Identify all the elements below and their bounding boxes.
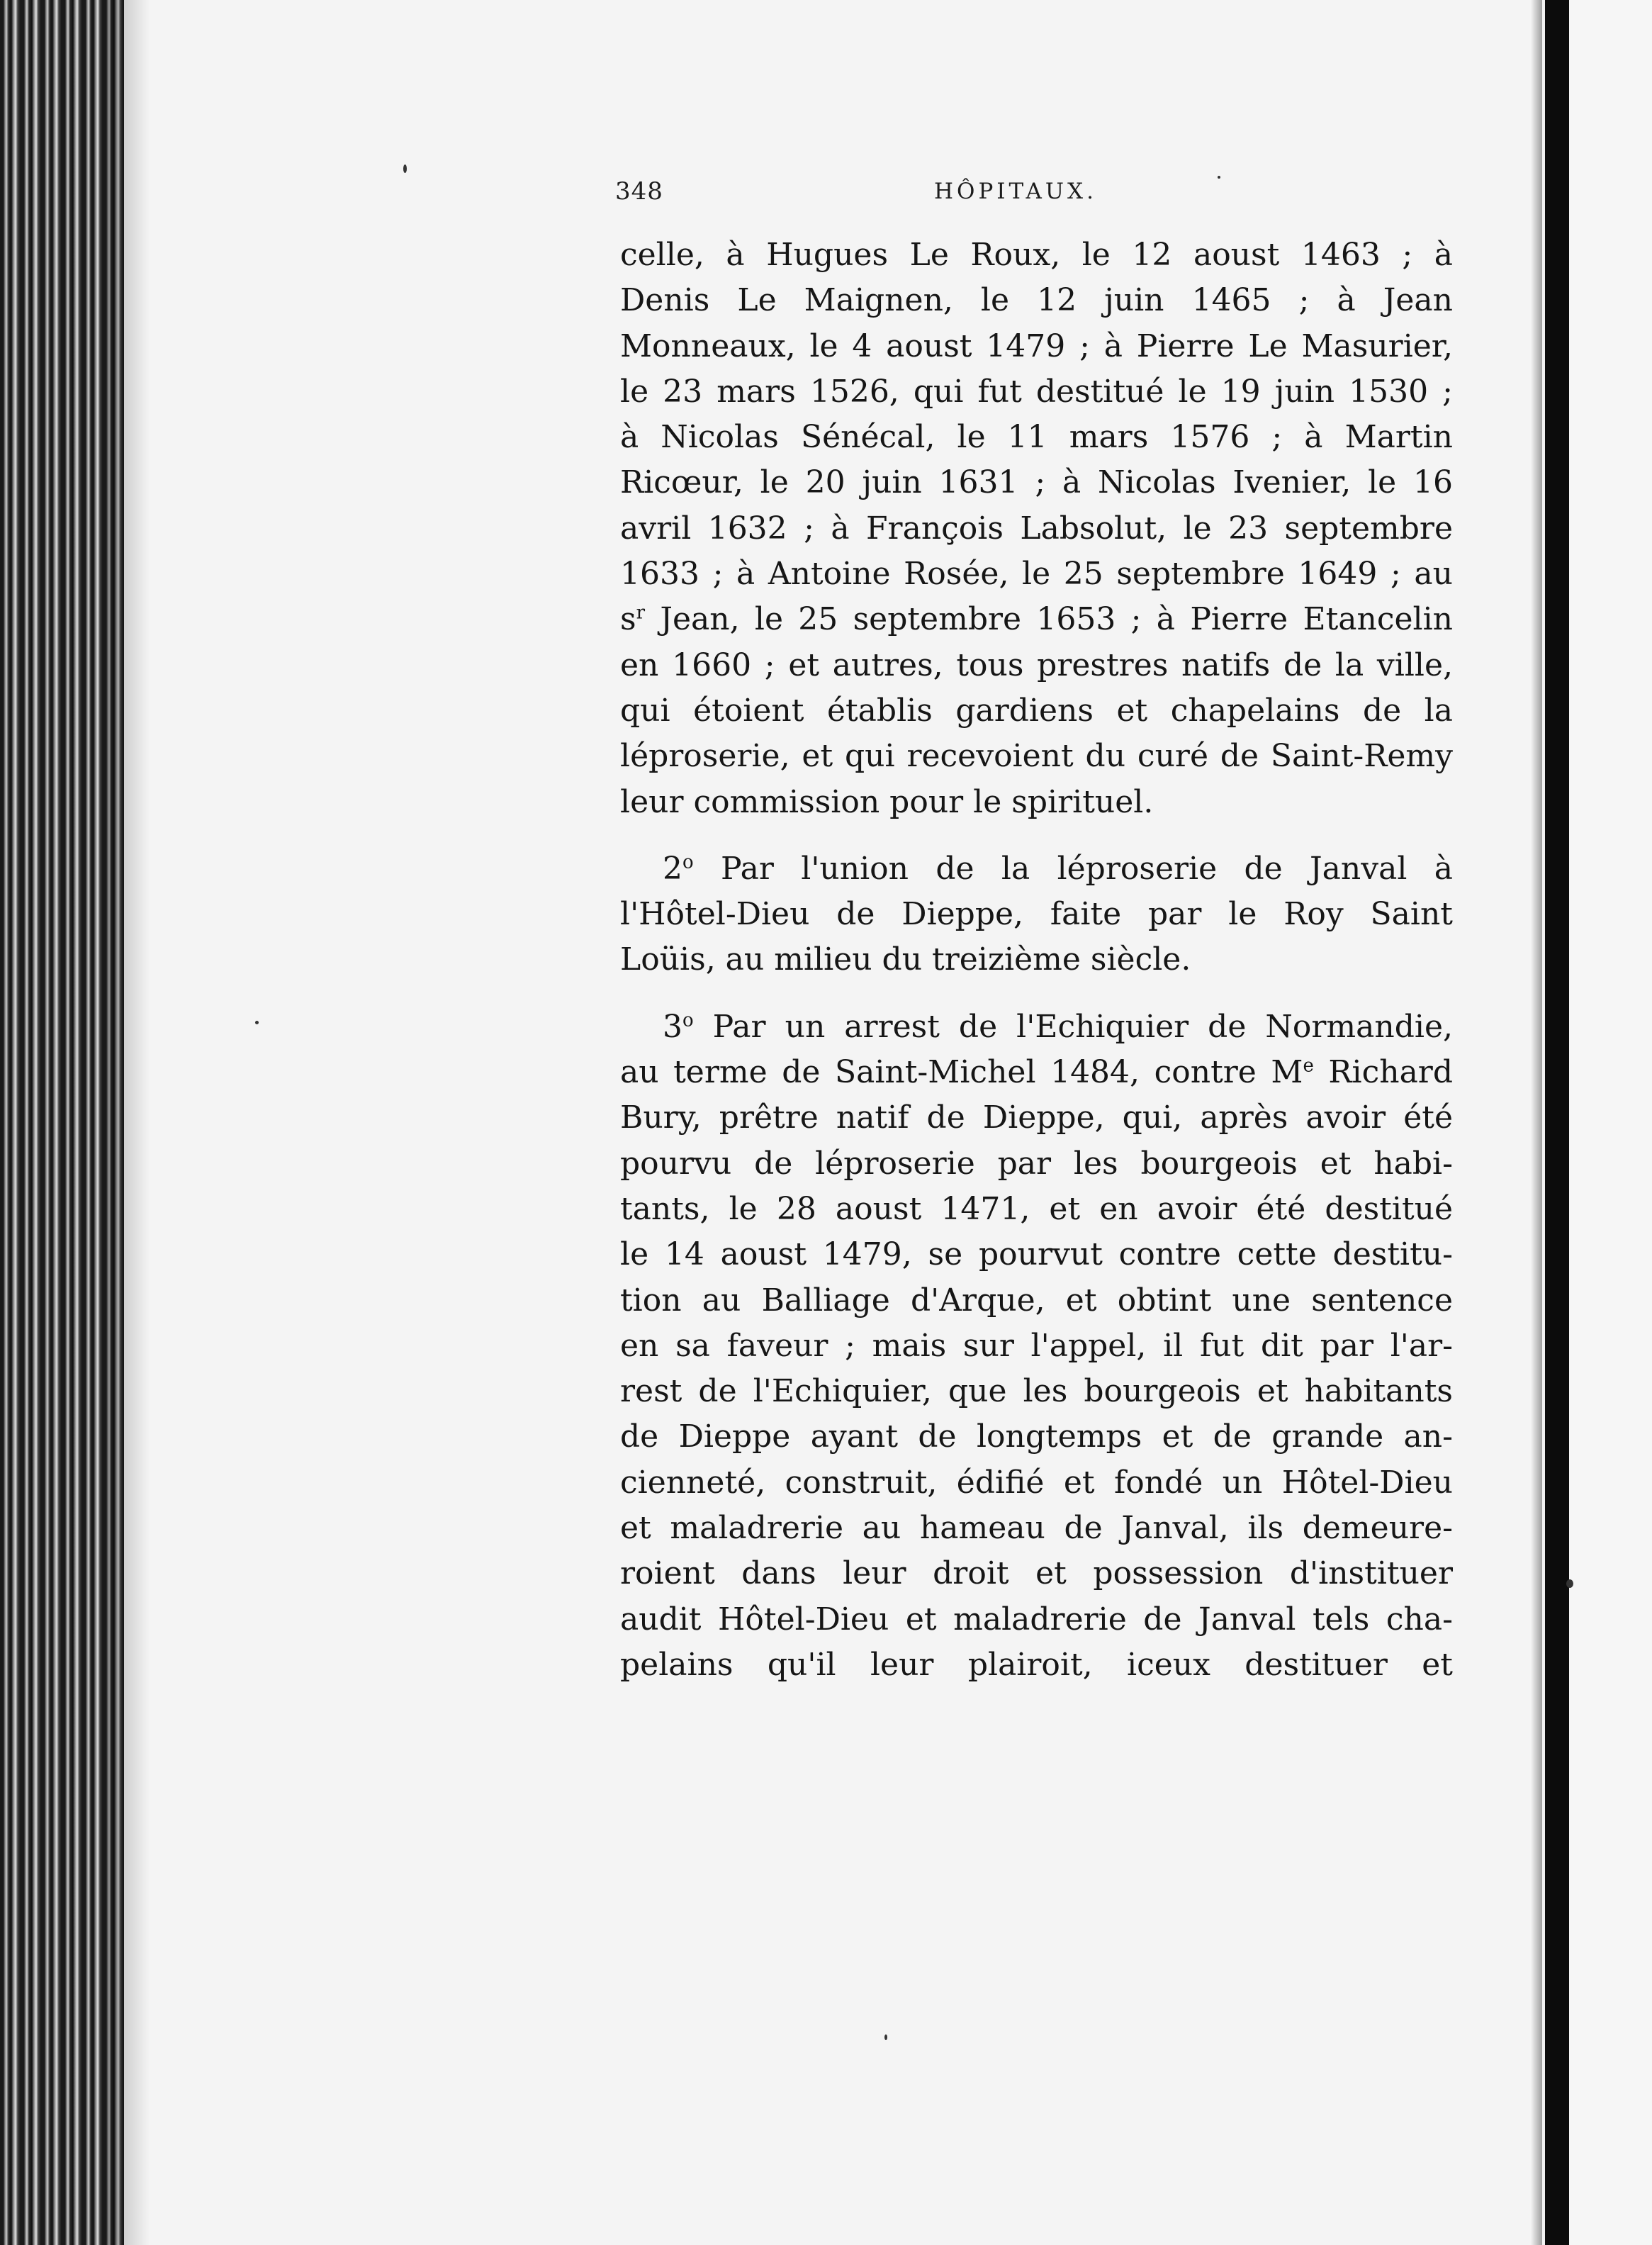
text-line: pelains qu'il leur plairoit, iceux destituer et <box>620 1646 1453 1683</box>
text-line <box>620 1050 1453 1095</box>
text-line <box>620 1004 1453 1050</box>
scan-speck <box>1566 1579 1573 1588</box>
text-line: roient dans leur droit et possession d'instituer <box>620 1555 1453 1592</box>
text-line: le 23 mars 1526, qui fut destitué le 19 juin 1530 ; <box>620 373 1453 410</box>
text-line: 1633 ; à Antoine Rosée, le 25 septembre 1649 ; au <box>620 556 1453 593</box>
scan-speck <box>403 164 407 173</box>
page-header <box>615 177 1451 220</box>
text-line: tion au Balliage d'Arque, et obtint une sentence <box>620 1282 1453 1319</box>
right-edge-shadow <box>1531 0 1542 2245</box>
paragraph-2 <box>620 846 1453 983</box>
text-line: Monneaux, le 4 aoust 1479 ; à Pierre Le Masurier, <box>620 327 1453 364</box>
text-fragment: Richard <box>1313 1054 1453 1091</box>
text-fragment: Par un arrest de l'Echiquier de Normandie, <box>693 1008 1453 1045</box>
text-line: rest de l'Echiquier, que les bourgeois et habitants <box>620 1373 1453 1410</box>
text-line: leur commission pour le spirituel. <box>620 783 1154 820</box>
text-line: en sa faveur ; mais sur l'appel, il fut dit par l'ar- <box>620 1327 1453 1364</box>
text-line: en 1660 ; et autres, tous prestres natifs de la ville, <box>620 646 1453 683</box>
text-line: tants, le 28 aoust 1471, et en avoir été destitué <box>620 1190 1453 1227</box>
gutter-shadow <box>106 0 149 2245</box>
text-line: de Dieppe ayant de longtemps et de grande an- <box>620 1418 1453 1455</box>
paragraph-3 <box>620 1004 1453 1688</box>
text-line: pourvu de léproserie par les bourgeois et habi- <box>620 1145 1453 1182</box>
body-text <box>620 233 1453 1688</box>
text-fragment: 2 <box>663 850 682 887</box>
text-line: à Nicolas Sénécal, le 11 mars 1576 ; à Martin <box>620 419 1453 456</box>
running-head: HÔPITAUX. <box>934 179 1097 204</box>
right-dark-band <box>1545 0 1569 2245</box>
text-fragment: Jean, le 25 septembre 1653 ; à Pierre Etancelin <box>645 601 1453 638</box>
text-line: Bury, prêtre natif de Dieppe, qui, après avoir été <box>620 1099 1453 1136</box>
page-number: 348 <box>615 177 663 206</box>
text-line: celle, à Hugues Le Roux, le 12 aoust 1463 ; à <box>620 237 1453 273</box>
text-fragment: s <box>620 601 636 638</box>
paragraph-gap <box>620 983 1453 1004</box>
text-line: cienneté, construit, édifié et fondé un Hôtel-Dieu <box>620 1464 1453 1501</box>
text-line <box>620 597 1453 642</box>
text-fragment: Par l'union de la léproserie de Janval à <box>693 850 1453 887</box>
superscript: o <box>682 1009 694 1031</box>
superscript: o <box>682 851 694 873</box>
text-line: audit Hôtel-Dieu et maladrerie de Janval tels cha- <box>620 1601 1453 1637</box>
text-line: l'Hôtel-Dieu de Dieppe, faite par le Roy Saint <box>620 896 1453 933</box>
text-line: qui étoient établis gardiens et chapelains de la <box>620 692 1453 729</box>
text-fragment: au terme de Saint-Michel 1484, contre M <box>620 1054 1303 1091</box>
book-page-edges <box>0 0 124 2245</box>
text-line: avril 1632 ; à François Labsolut, le 23 septembre <box>620 510 1453 547</box>
text-line: et maladrerie au hameau de Janval, ils demeure- <box>620 1510 1453 1547</box>
scan-speck <box>884 2034 887 2040</box>
text-line: le 14 aoust 1479, se pourvut contre cette destitu- <box>620 1236 1453 1273</box>
text-line: Denis Le Maignen, le 12 juin 1465 ; à Jean <box>620 282 1453 319</box>
text-line: léproserie, et qui recevoient du curé de Saint-Remy <box>620 738 1453 775</box>
paragraph-gap <box>620 825 1453 846</box>
text-line: Ricœur, le 20 juin 1631 ; à Nicolas Ivenier, le 16 <box>620 464 1453 501</box>
text-fragment: 3 <box>663 1008 682 1045</box>
text-line: Loüis, au milieu du treizième siècle. <box>620 941 1191 978</box>
scan-speck <box>255 1021 259 1024</box>
right-margin <box>1569 0 1652 2245</box>
superscript: e <box>1303 1055 1314 1077</box>
paragraph-1 <box>620 233 1453 825</box>
text-line <box>620 846 1453 892</box>
superscript: r <box>636 602 646 624</box>
